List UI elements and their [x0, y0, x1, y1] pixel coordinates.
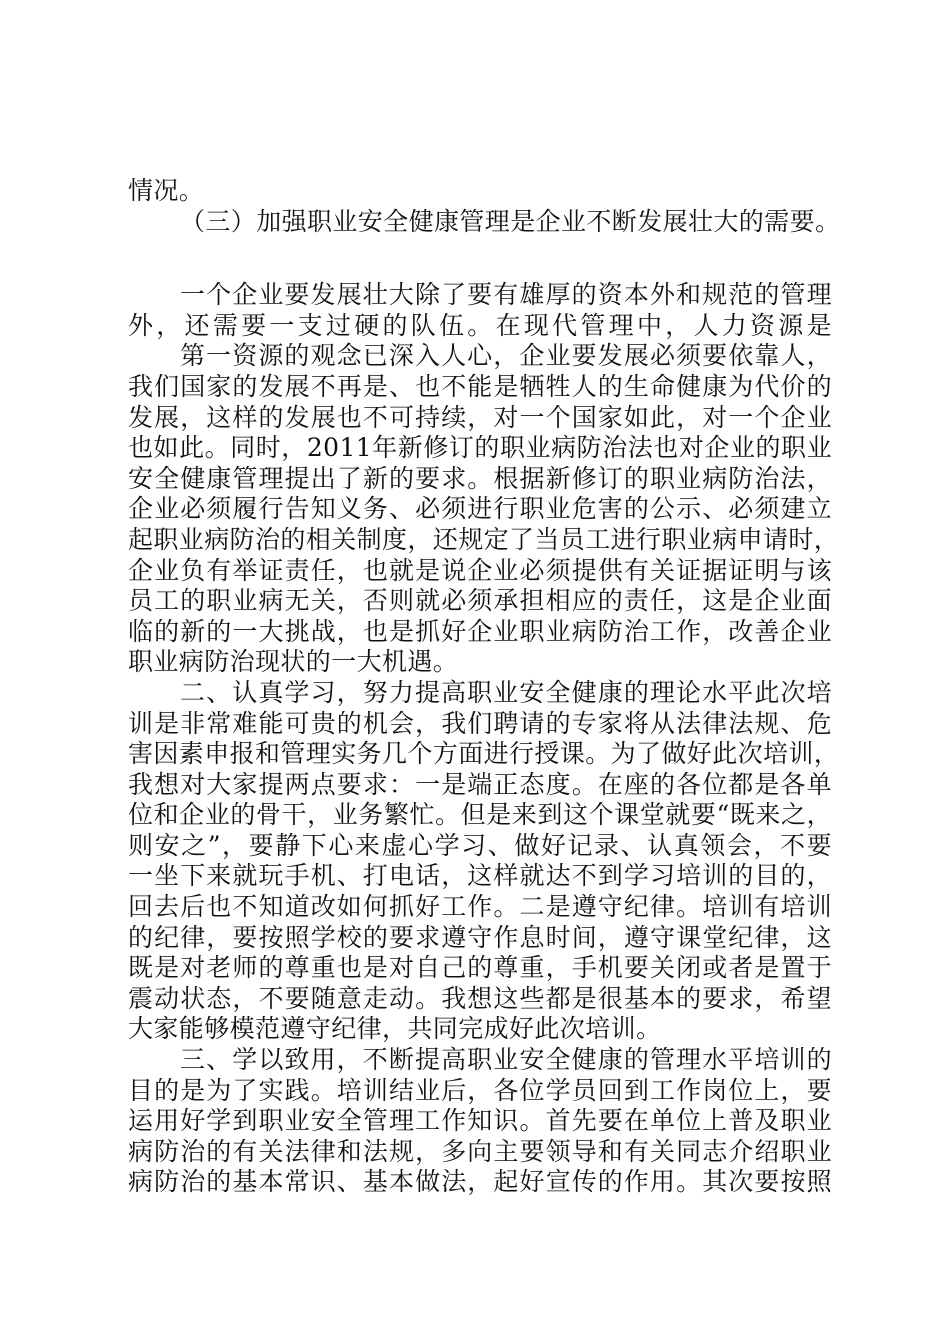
paragraph-first-line: 第一资源的观念已深入人心，企业要发展必须要依靠人， [180, 341, 832, 371]
text-line: 职业病防治现状的一大机遇。 [128, 647, 459, 677]
section-heading: 三、学以致用，不断提高职业安全健康的管理水平培训的 [180, 1045, 832, 1075]
text-line: 情况。 [128, 176, 205, 205]
text-line: 外，还需要一支过硬的队伍。在现代管理中，人力资源是 [128, 310, 832, 340]
text-line: 回去后也不知道改如何抓好工作。二是遵守纪律。培训有培训 [128, 892, 832, 922]
text-line: 我们国家的发展不再是、也不能是牺牲人的生命健康为代价的 [128, 371, 832, 401]
text-line: 的纪律，要按照学校的要求遵守作息时间，遵守课堂纪律，这 [128, 922, 832, 952]
text-line: 发展，这样的发展也不可持续，对一个国家如此，对一个企业 [128, 402, 832, 432]
text-line: 大家能够模范遵守纪律，共同完成好此次培训。 [128, 1014, 662, 1044]
text-line: 病防治的有关法律和法规，多向主要领导和有关同志介绍职业 [128, 1136, 832, 1166]
text-line: 安全健康管理提出了新的要求。根据新修订的职业病防治法， [128, 463, 832, 493]
text-line: 训是非常难能可贵的机会，我们聘请的专家将从法律法规、危 [128, 708, 832, 738]
text-line: 企业必须履行告知义务、必须进行职业危害的公示、必须建立 [128, 494, 832, 524]
section-heading: 二、认真学习，努力提高职业安全健康的理论水平此次培 [180, 677, 832, 707]
text-line: 起职业病防治的相关制度，还规定了当员工进行职业病申请时， [128, 524, 840, 554]
text-line: 既是对老师的尊重也是对自己的尊重，手机要关闭或者是置于 [128, 953, 832, 983]
text-line: 病防治的基本常识、基本做法，起好宣传的作用。其次要按照 [128, 1167, 832, 1197]
text-line: 我想对大家提两点要求：一是端正态度。在座的各位都是各单 [128, 769, 832, 799]
text-line: 害因素申报和管理实务几个方面进行授课。为了做好此次培训， [128, 739, 840, 769]
text-line: 企业负有举证责任，也就是说企业必须提供有关证据证明与该 [128, 555, 832, 585]
text-line: 位和企业的骨干，业务繁忙。但是来到这个课堂就要“既来之， [128, 800, 832, 830]
text-line: 运用好学到职业安全管理工作知识。首先要在单位上普及职业 [128, 1106, 832, 1136]
section-heading: （三）加强职业安全健康管理是企业不断发展壮大的需要。 [180, 206, 841, 236]
text-line: 一坐下来就玩手机、打电话，这样就达不到学习培训的目的， [128, 861, 832, 891]
text-line: 员工的职业病无关，否则就必须承担相应的责任，这是企业面 [128, 586, 832, 616]
paragraph-first-line: 一个企业要发展壮大除了要有雄厚的资本外和规范的管理 [180, 280, 832, 310]
paragraph-gap [128, 237, 832, 280]
text-line: 目的是为了实践。培训结业后，各位学员回到工作岗位上，要 [128, 1075, 832, 1105]
text-line: 临的新的一大挑战，也是抓好企业职业病防治工作，改善企业 [128, 616, 832, 646]
document-body [128, 176, 841, 1198]
text-line: 震动状态，不要随意走动。我想这些都是很基本的要求，希望 [128, 983, 832, 1013]
text-line: 则安之”，要静下心来虚心学习、做好记录、认真领会，不要 [128, 830, 832, 860]
text-line: 也如此。同时，2011年新修订的职业病防治法也对企业的职业 [128, 433, 832, 463]
